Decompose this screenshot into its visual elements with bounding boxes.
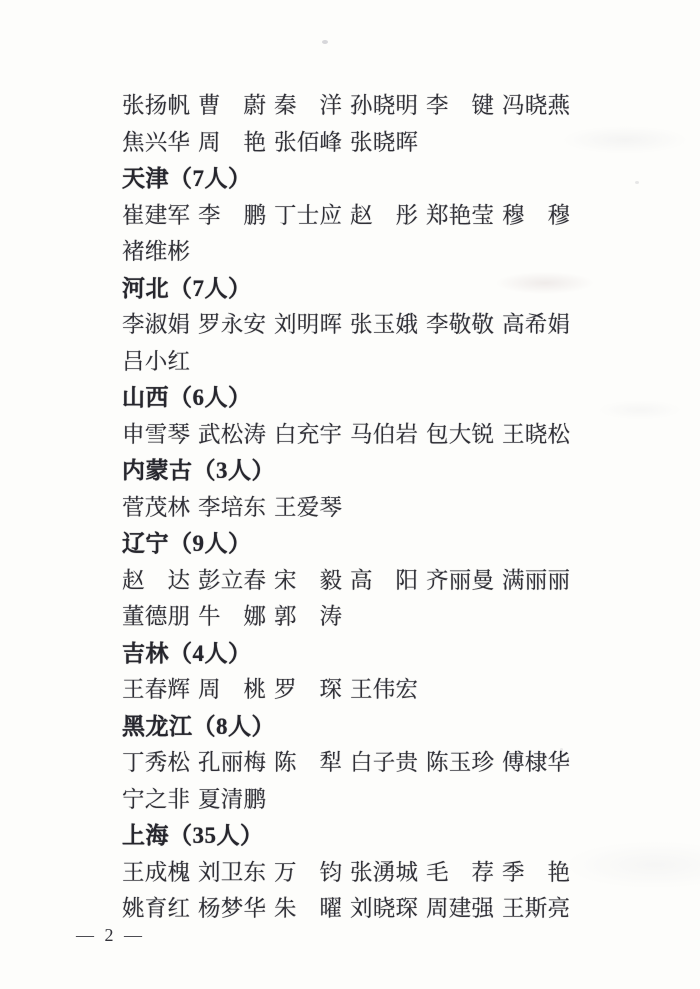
- person-name: 高希娟: [502, 312, 570, 337]
- person-name: 毛荐: [426, 859, 494, 885]
- province-heading: 辽宁（9人）: [122, 531, 252, 556]
- person-name: 宁之非: [122, 786, 190, 812]
- person-name: 朱曜: [274, 896, 342, 921]
- person-name: 白充宇: [274, 421, 342, 447]
- names-row: [122, 417, 670, 454]
- person-name: 李键: [426, 93, 494, 118]
- person-name: 王伟宏: [350, 677, 418, 702]
- person-name: 丁士应: [274, 202, 342, 228]
- person-name: 高阳: [350, 567, 418, 593]
- province-heading: 山西（6人）: [122, 385, 252, 410]
- person-name: 白子贵: [350, 750, 418, 775]
- person-name: 冯晓燕: [502, 93, 570, 118]
- person-name: 郑艳莹: [426, 202, 494, 228]
- person-name: 罗琛: [274, 677, 342, 702]
- names-row: [122, 782, 670, 819]
- person-name: 张晓晖: [350, 129, 418, 155]
- names-row: [122, 672, 670, 709]
- person-name: 秦洋: [274, 93, 342, 118]
- person-name: 王爱琴: [274, 494, 342, 520]
- person-name: 赵达: [122, 567, 190, 593]
- names-row: [122, 198, 670, 235]
- province-heading: 黑龙江（8人）: [122, 713, 275, 739]
- person-name: 周桃: [198, 677, 266, 702]
- person-name: 曹蔚: [198, 93, 266, 118]
- names-row: [122, 125, 670, 162]
- names-row: [122, 563, 670, 600]
- person-name: 王春辉: [122, 677, 190, 702]
- person-name: 穆穆: [502, 202, 570, 228]
- person-name: 孙晓明: [350, 93, 418, 118]
- person-name: 杨梦华: [198, 896, 266, 921]
- names-row: [122, 599, 670, 636]
- person-name: 张湧城: [350, 859, 418, 885]
- person-name: 傅棣华: [502, 750, 570, 775]
- person-name: 季艳: [502, 859, 570, 885]
- person-name: 王成槐: [122, 859, 190, 885]
- names-row: [122, 88, 670, 125]
- person-name: 彭立春: [198, 567, 266, 593]
- person-name: 夏清鹏: [198, 786, 266, 812]
- person-name: 马伯岩: [350, 421, 418, 447]
- names-row: [122, 344, 670, 381]
- province-heading: 吉林（4人）: [122, 640, 252, 666]
- person-name: 陈犁: [274, 750, 342, 775]
- person-name: 菅茂林: [122, 494, 190, 520]
- province-heading: 天津（7人）: [122, 166, 252, 191]
- person-name: 齐丽曼: [426, 567, 494, 593]
- person-name: 周艳: [198, 129, 266, 155]
- person-name: 申雪琴: [122, 421, 190, 447]
- person-name: 董德朋: [122, 604, 190, 629]
- person-name: 李敬敬: [426, 312, 494, 337]
- person-name: 周建强: [426, 896, 494, 921]
- names-row: [122, 891, 670, 928]
- person-name: 刘明晖: [274, 312, 342, 337]
- person-name: 李培东: [198, 494, 266, 520]
- person-name: 孔丽梅: [198, 750, 266, 775]
- person-name: 赵彤: [350, 202, 418, 228]
- scan-speck: [322, 40, 328, 44]
- person-name: 吕小红: [122, 348, 190, 374]
- names-row: [122, 490, 670, 527]
- person-name: 郭涛: [274, 604, 342, 629]
- person-name: 王晓松: [502, 421, 570, 447]
- person-name: 刘卫东: [198, 859, 266, 885]
- names-row: [122, 234, 670, 271]
- person-name: 崔建军: [122, 202, 190, 228]
- person-name: 张佰峰: [274, 129, 342, 155]
- province-heading: 上海（35人）: [122, 823, 264, 848]
- person-name: 刘晓琛: [350, 896, 418, 921]
- person-name: 丁秀松: [122, 750, 190, 775]
- person-name: 王斯亮: [502, 896, 570, 921]
- province-heading: 河北（7人）: [122, 275, 252, 301]
- person-name: 万钧: [274, 859, 342, 885]
- person-name: 陈玉珍: [426, 750, 494, 775]
- person-name: 姚育红: [122, 896, 190, 921]
- person-name: 牛娜: [198, 604, 266, 629]
- person-name: 张玉娥: [350, 312, 418, 337]
- person-name: 罗永安: [198, 312, 266, 337]
- page-number: — 2 —: [76, 925, 145, 945]
- names-row: [122, 855, 670, 892]
- person-name: 李淑娟: [122, 312, 190, 337]
- province-heading: 内蒙古（3人）: [122, 458, 275, 483]
- person-name: 焦兴华: [122, 129, 190, 155]
- person-name: 张扬帆: [122, 93, 190, 118]
- person-name: 李鹏: [198, 202, 266, 228]
- person-name: 满丽丽: [502, 567, 570, 593]
- person-name: 褚维彬: [122, 239, 190, 264]
- person-name: 宋毅: [274, 567, 342, 593]
- person-name: 包大锐: [426, 421, 494, 447]
- names-row: [122, 307, 670, 344]
- names-row: [122, 745, 670, 782]
- document-body: [122, 88, 670, 928]
- person-name: 武松涛: [198, 421, 266, 447]
